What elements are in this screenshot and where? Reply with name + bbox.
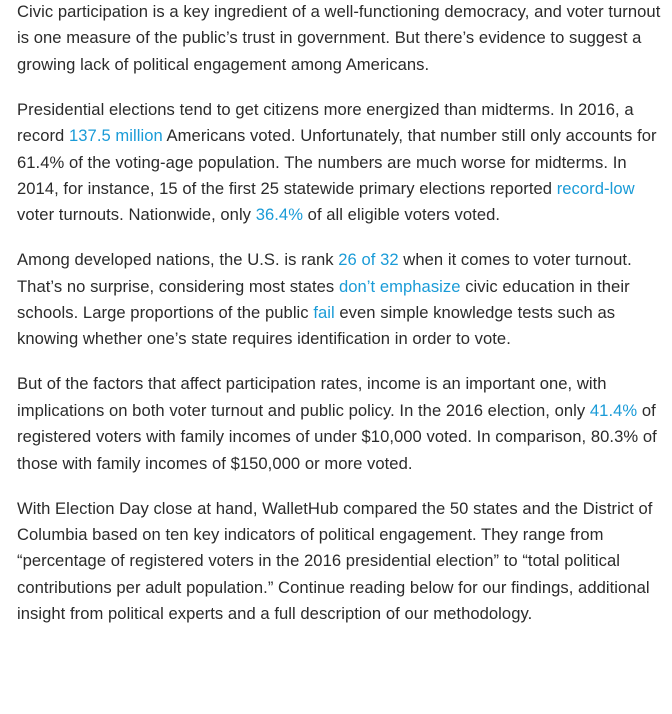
paragraph-developed-nations (17, 247, 666, 353)
paragraph-wallethub-comparison (17, 496, 666, 628)
link-137-5-million[interactable]: 137.5 million (69, 126, 163, 146)
paragraph-text: voter turnouts. Nationwide, only (17, 205, 256, 225)
paragraph-text: Among developed nations, the U.S. is rank (17, 250, 339, 270)
paragraph-income-factors (17, 371, 666, 477)
paragraph-text: With Election Day close at hand, WalletHub compared the 50 states and the District of Columbia based on ten key indicators of political engagement. They range from “percentage of registered voters in the 2016 presidential election” to “total political contributions per adult population.” Continue reading below for our findings, additional insight from political experts and a full description of our methodology. (17, 498, 653, 624)
link-dont-emphasize[interactable]: don’t emphasize (338, 276, 461, 296)
paragraph-text: of registered voters with family incomes of under $10,000 voted. In comparison, 80.3% of those with family incomes of $150,000 or more voted. (17, 400, 657, 473)
paragraph-text: Presidential elections tend to get citizens more energized than midterms. In 2016, a record (17, 99, 634, 146)
link-fail[interactable]: fail (313, 303, 335, 323)
paragraph-intro (17, 0, 666, 78)
link-record-low[interactable]: record-low (556, 178, 635, 198)
link-36-4-percent[interactable]: 36.4% (255, 205, 304, 225)
paragraph-text: when it comes to voter turnout. That’s no surprise, considering most states (17, 250, 632, 296)
paragraph-text: even simple knowledge tests such as knowing whether one’s state requires identification in order to vote. (17, 303, 616, 349)
paragraph-text: But of the factors that affect participation rates, income is an important one, with implications on both voter turnout and public policy. In the 2016 election, only (17, 374, 607, 420)
link-41-4-percent[interactable]: 41.4% (589, 400, 638, 420)
paragraph-text: of all eligible voters voted. (303, 205, 501, 225)
paragraph-text: Civic participation is a key ingredient of a well-functioning democracy, and voter turnout is one measure of the public’s trust in government. But there’s evidence to suggest a growing lack of political engagement among Americans. (17, 2, 661, 74)
paragraph-text: civic education in their schools. Large proportions of the public (17, 276, 630, 323)
paragraph-text: Americans voted. Unfortunately, that number still only accounts for 61.4% of the voting-age population. The numbers are much worse for midterms. In 2014, for instance, 15 of the first 25 statewide primary elections reported (17, 126, 657, 198)
link-26-of-32[interactable]: 26 of 32 (338, 250, 399, 270)
paragraph-presidential-elections (17, 97, 666, 229)
